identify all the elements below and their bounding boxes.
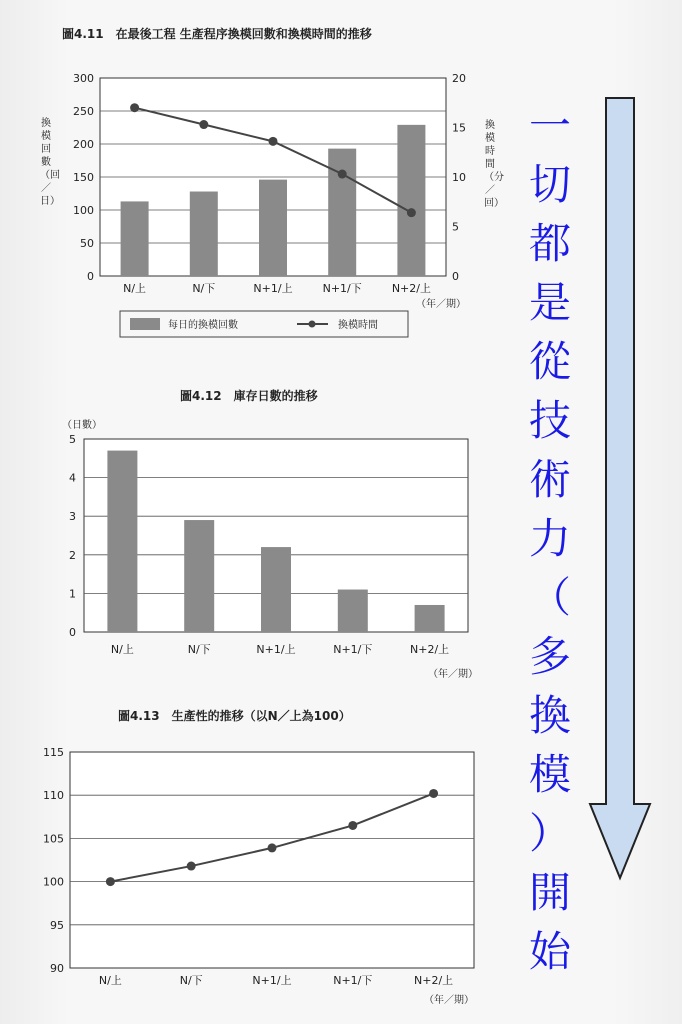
- bar: [415, 605, 445, 632]
- legend-swatch-bar: [130, 318, 160, 330]
- y2-tick-label: 15: [452, 121, 466, 135]
- chart-title: 圖4.13 生產性的推移（以N／上為100）: [118, 709, 351, 723]
- data-point: [187, 862, 196, 871]
- x-tick-label: N+1/上: [253, 282, 293, 295]
- y-tick-label: 3: [69, 510, 76, 524]
- data-point: [429, 789, 438, 798]
- bar: [190, 192, 218, 276]
- bar: [121, 201, 149, 276]
- data-point: [269, 137, 278, 146]
- x-tick-label: N+1/上: [252, 974, 292, 987]
- bar: [107, 451, 137, 632]
- data-point: [268, 843, 277, 852]
- side-caption-char: 是: [528, 278, 571, 327]
- x-tick-label: N/下: [192, 282, 216, 295]
- y2-tick-label: 0: [452, 270, 459, 283]
- y2-tick-label: 5: [452, 220, 459, 234]
- x-tick-label: N+1/下: [333, 974, 373, 987]
- x-tick-label: N+1/下: [322, 282, 362, 295]
- bar: [259, 180, 287, 276]
- x-tick-label: N/上: [98, 974, 122, 987]
- side-caption-char: 一: [528, 101, 571, 150]
- chart-title: 圖4.12 庫存日數的推移: [180, 389, 318, 403]
- side-caption-char: 始: [528, 927, 571, 976]
- bar: [184, 520, 214, 632]
- side-caption-char: 換: [528, 691, 571, 740]
- side-caption: [522, 96, 578, 981]
- x-tick-label: N/上: [123, 282, 147, 295]
- bar: [328, 149, 356, 276]
- x-tick-label: N+1/下: [333, 643, 373, 656]
- y2-tick-label: 10: [452, 171, 466, 184]
- y-tick-label: 90: [50, 962, 64, 975]
- y2-tick-label: 20: [452, 72, 466, 85]
- data-point: [407, 208, 416, 217]
- side-caption-char: 切: [528, 160, 571, 209]
- x-unit-label: （年／期）: [428, 669, 478, 680]
- data-point: [338, 170, 347, 179]
- side-caption-char: ）: [528, 809, 571, 858]
- side-caption-char: 開: [528, 868, 571, 917]
- plot-area: [70, 752, 474, 968]
- chart-4-11: [0, 0, 504, 350]
- y-tick-label: 150: [73, 171, 94, 184]
- y-tick-label: 100: [73, 204, 94, 217]
- y-axis-label: 換模回數（回／日）: [40, 118, 60, 207]
- y-tick-label: 5: [69, 433, 76, 446]
- data-point: [199, 120, 208, 129]
- y-tick-label: 50: [80, 237, 94, 250]
- y-tick-label: 115: [43, 746, 64, 759]
- x-tick-label: N/下: [179, 974, 203, 987]
- bar: [261, 547, 291, 632]
- x-tick-label: N+2/上: [410, 643, 450, 656]
- x-tick-label: N/上: [110, 643, 134, 656]
- y-tick-label: 100: [43, 875, 64, 889]
- y-tick-label: 95: [50, 918, 64, 932]
- y-axis-label: （日數）: [62, 420, 102, 431]
- legend-label: 每日的換模回數: [168, 320, 238, 331]
- data-point: [348, 821, 357, 830]
- side-caption-char: 力: [528, 514, 571, 563]
- x-unit-label: （年／期）: [416, 299, 466, 310]
- side-caption-char: 技: [528, 396, 571, 445]
- x-tick-label: N+1/上: [256, 643, 296, 656]
- side-caption-char: 都: [528, 219, 571, 268]
- x-tick-label: N+2/上: [414, 974, 454, 987]
- side-caption-char: （: [528, 573, 571, 622]
- chart-title: 圖4.11 在最後工程 生產程序換模回數和換模時間的推移: [62, 27, 372, 41]
- y-tick-label: 2: [69, 548, 76, 562]
- bar: [397, 125, 425, 276]
- y-tick-label: 200: [73, 138, 94, 151]
- data-point: [130, 103, 139, 112]
- y-tick-label: 105: [43, 832, 64, 846]
- legend-label: 換模時間: [338, 320, 378, 331]
- y-tick-label: 0: [69, 626, 76, 639]
- y-tick-label: 300: [73, 72, 94, 85]
- chart-4-12: [0, 380, 500, 680]
- down-arrow-icon: [586, 92, 656, 892]
- side-caption-char: 多: [528, 632, 571, 681]
- x-unit-label: （年／期）: [424, 995, 474, 1006]
- y-tick-label: 0: [87, 270, 94, 283]
- data-point: [106, 877, 115, 886]
- y-tick-label: 250: [73, 105, 94, 118]
- x-tick-label: N+2/上: [391, 282, 431, 295]
- chart-4-13: [0, 700, 500, 1020]
- y-tick-label: 110: [43, 789, 64, 803]
- y-tick-label: 1: [69, 587, 76, 601]
- y-tick-label: 4: [69, 471, 76, 485]
- bar: [338, 590, 368, 632]
- legend-swatch-marker: [309, 321, 316, 328]
- side-caption-char: 模: [528, 750, 571, 799]
- y2-axis-label: 換模時間（分／回）: [484, 120, 504, 209]
- x-tick-label: N/下: [187, 643, 211, 656]
- side-caption-char: 從: [528, 337, 571, 386]
- side-caption-char: 術: [528, 455, 571, 504]
